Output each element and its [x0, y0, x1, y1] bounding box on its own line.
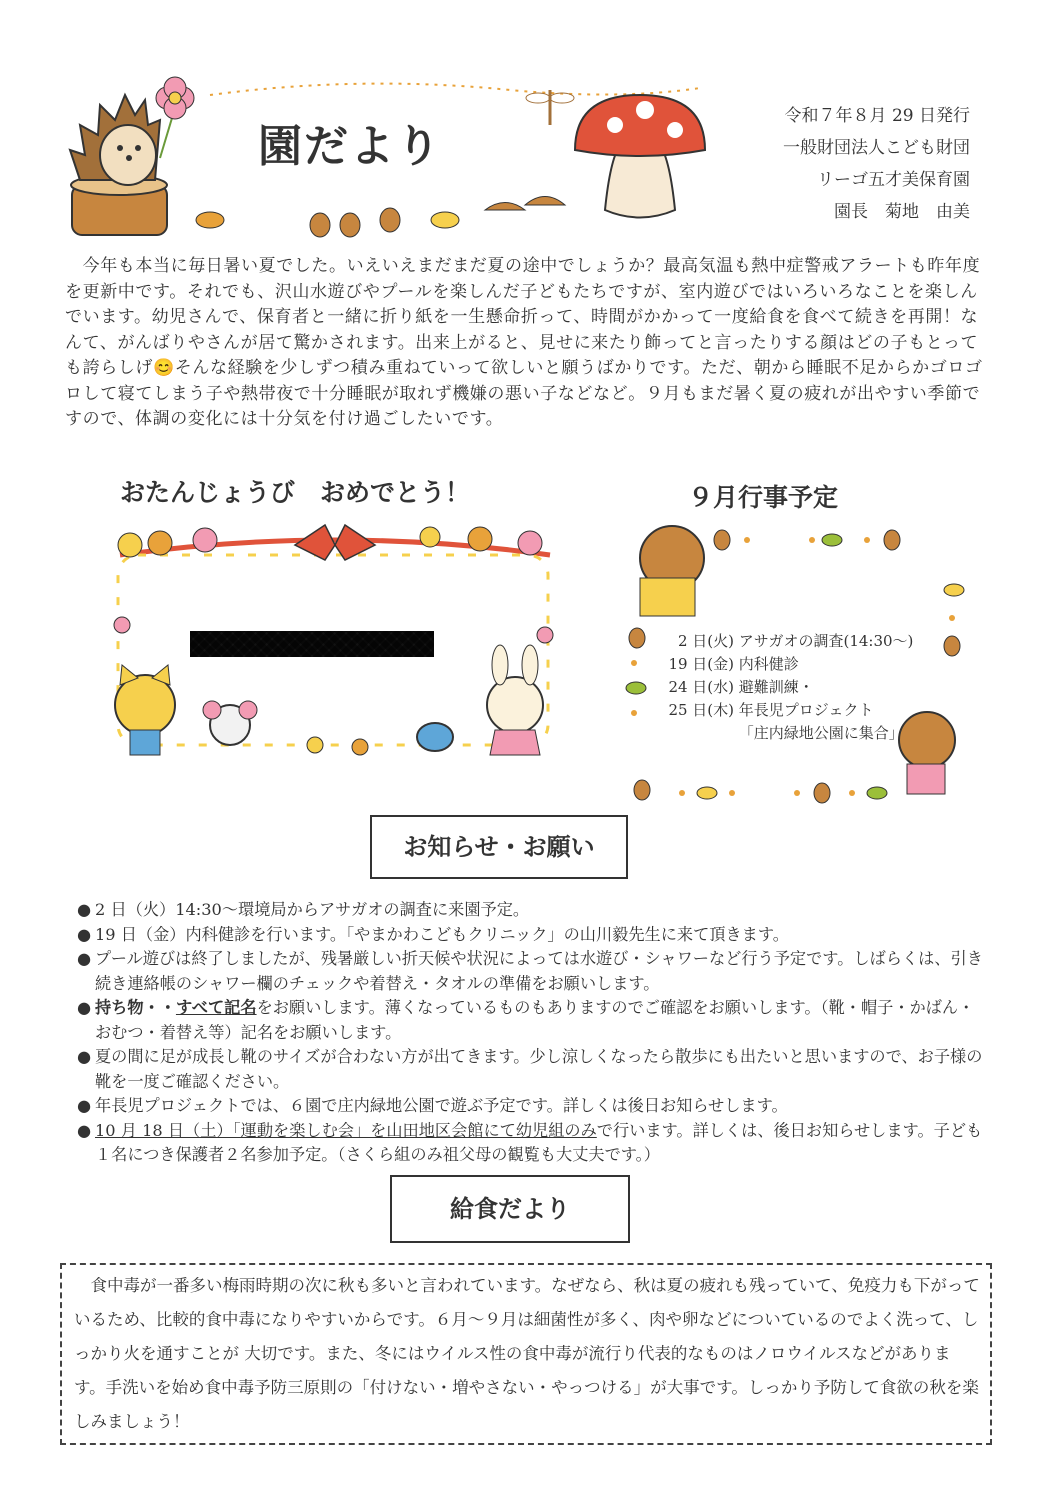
issuer-block: [720, 100, 970, 228]
lunch-heading-box: [390, 1175, 630, 1243]
page-title: 園だより: [258, 121, 442, 172]
flower-icon: [156, 77, 194, 158]
notice-item: ● 19 日（金）内科健診を行います。「やまかわこどもクリニック」の山川毅先生に来て頂きます。: [77, 924, 789, 944]
event-item: 25 日(木) 年長児プロジェクト: [668, 701, 874, 719]
notice-item: ● 夏の間に足が成長し靴のサイズが合わない方が出てきます。少し涼しくなったら散歩にも出たいと思いますので、お子様の靴を一度ご確認ください。: [77, 1047, 983, 1091]
mouse-icon: [203, 701, 257, 745]
events-frame: [622, 518, 972, 813]
notice-item: ● 持ち物・・すべて記名をお願いします。薄くなっているものもありますのでご確認をお願いします。（靴・帽子・かばん・おむつ・着替え等）記名をお願いします。: [77, 998, 975, 1042]
dragonfly-icon: [526, 90, 574, 125]
nursery-name: リーゴ五才美保育園: [817, 170, 970, 190]
leaf-icon: [196, 212, 224, 228]
intro-paragraph: 今年も本当に毎日暑い夏でした。いえいえまだまだ夏の途中でしょうか？最高気温も熱中症警戒アラートも昨年度を更新中です。それでも、沢山水遊びやプールを楽しんだ子どもたちですが、室内遊びではいろいろなことを楽しんでいます。幼児さんで、保育者と一緒に折り紙を一生懸命折って、時間がかかって一度給食を食べて続きを再開！なんて、がんばりやさんが居て驚かされます。出来上がると、見せに来たり飾ってと言ったりする顔はどの子もとっても誇らしげ😊そんな経験を少しずつ積み重ねていって欲しいと願うばかりです。ただ、朝から睡眠不足からかゴロゴロして寝てしまう子や熱帯夜で十分睡眠が取れず機嫌の悪い子などなど。９月もまだ暑く夏の疲れが出やすい季節ですので、体調の変化には十分気を付け過ごしたいです。: [65, 256, 983, 429]
principal-name: 園長 菊地 由美: [834, 202, 970, 222]
birthday-heading: おたんじょうび おめでとう！: [120, 478, 471, 507]
notices-list: [77, 898, 989, 1168]
redacted-names: [190, 631, 434, 657]
notice-item: ● プール遊びは終了しましたが、残暑厳しい折天候や状況によっては水遊び・シャワーなど行う予定です。しばらくは、引き続き連絡帳のシャワー欄のチェックや着替え・タオルの準備をお願いします。: [77, 949, 983, 993]
bird-icon: [417, 723, 453, 751]
events-list: [662, 630, 913, 745]
events-heading: ９月行事予定: [688, 483, 839, 512]
notice-item: ● 年長児プロジェクトでは、６園で庄内緑地公園で遊ぶ予定です。詳しくは後日お知らせします。: [77, 1096, 788, 1115]
header: [60, 70, 720, 245]
notice-item: ● 2 日（火）14:30～環境局からアサガオの調査に来園予定。: [77, 900, 530, 919]
event-item: 2 日(火) アサガオの調査(14:30～): [677, 632, 914, 650]
organization: 一般財団法人こども財団: [783, 138, 970, 158]
leaf-icon: [431, 212, 459, 228]
notices-heading: お知らせ・お願い: [403, 833, 595, 861]
lunch-heading: 給食だより: [450, 1195, 570, 1223]
mushroom-icon: [485, 197, 565, 211]
squirrel-icon: [640, 526, 704, 616]
event-item: 24 日(水) 避難訓練・: [668, 678, 814, 696]
notices-heading-box: [370, 815, 628, 879]
lunch-paragraph: 食中毒が一番多い梅雨時期の次に秋も多いと言われています。なぜなら、秋は夏の疲れも残っていて、免疫力も下がっているため、比較的食中毒になりやすいからです。６月～９月は細菌性が多く、肉や卵などについているのでよく洗って、しっかり火を通すことが 大切です。また、冬にはウイルス性の食中毒が流行り代表的なものはノロウイルスなどがあります。手洗いを始め食中毒予防三原則の「付けない・増やさない・やっつける」が大事です。しっかり予防して食欲の秋を楽しみましょう！: [60, 1263, 992, 1445]
birthday-frame: [100, 515, 570, 765]
acorn-icon: [310, 208, 400, 237]
issue-date: 令和７年８月 29 日発行: [784, 106, 970, 126]
cat-icon: [115, 665, 175, 755]
mushroom-icon: [575, 95, 705, 218]
hedgehog-icon: [70, 95, 167, 235]
event-item: 「庄内緑地公園に集合」: [738, 724, 904, 742]
event-item: 19 日(金) 内科健診: [668, 655, 799, 673]
rabbit-icon: [487, 645, 543, 755]
notice-item: ● 10 月 18 日（土）「運動を楽しむ会」を山田地区会館にて幼児組のみで行います。詳しくは、後日お知らせします。子ども１名につき保護者２名参加予定。（さくら組のみ祖父母の観覧も大丈夫です。）: [77, 1120, 983, 1164]
